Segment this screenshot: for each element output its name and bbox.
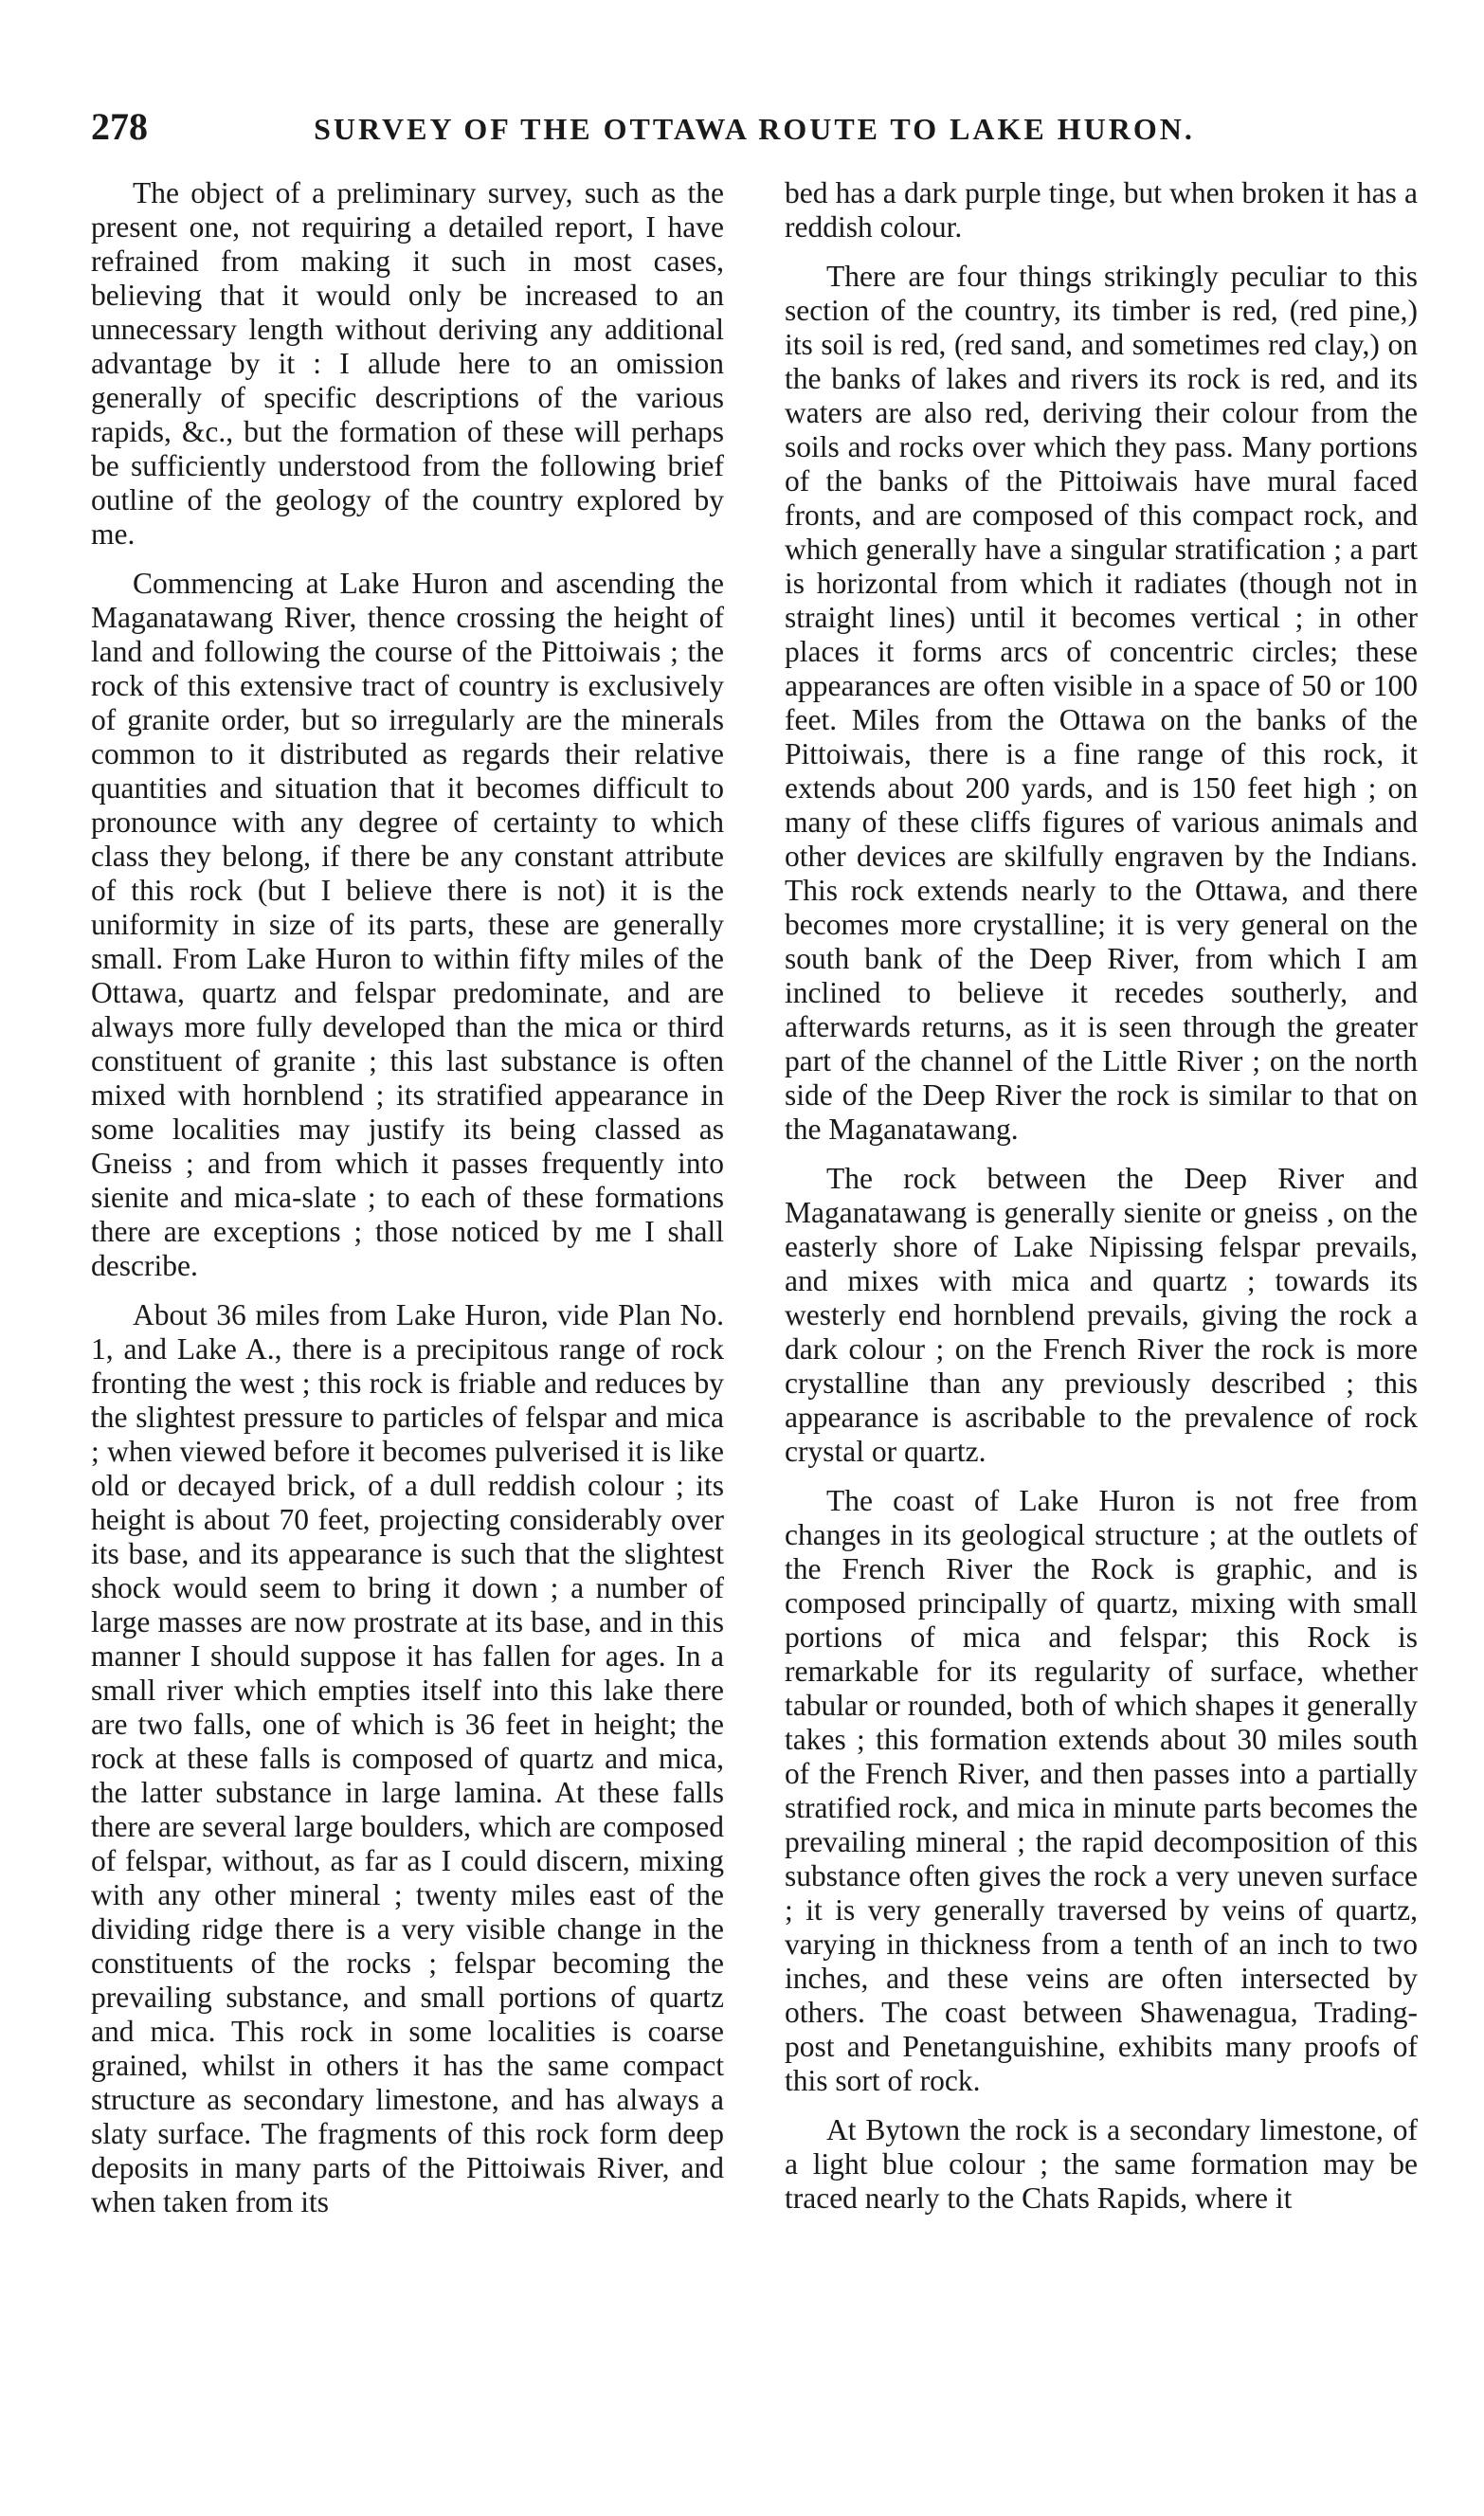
page-header bbox=[91, 104, 1418, 161]
paragraph: The coast of Lake Huron is not free from changes in its geological structure ; at the outlets of the French River the Rock is graphic, and is composed principally of quartz, mixing with small portions of mica and felspar; this Rock is remarkable for its regularity of surface, whether tabular or rounded, both of which shapes it generally takes ; this formation extends about 30 miles south of the French River, and then passes into a partially stratified rock, and mica in minute parts becomes the prevailing mineral ; the rapid decomposition of this substance often gives the rock a very uneven surface ; it is very generally traversed by veins of quartz, varying in thickness from a tenth of an inch to two inches, and these veins are often intersected by others. The coast between Shawenagua, Trading-post and Penetanguishine, exhibits many proofs of this sort of rock. bbox=[785, 1484, 1418, 2097]
paragraph: At Bytown the rock is a secondary limestone, of a light blue colour ; the same formation may be traced nearly to the Chats Rapids, where it bbox=[785, 2113, 1418, 2215]
running-title: SURVEY OF THE OTTAWA ROUTE TO LAKE HURON. bbox=[314, 112, 1195, 146]
right-column bbox=[785, 176, 1418, 2235]
paragraph: There are four things strikingly peculiar to this section of the country, its timber is red, (red pine,) its soil is red, (red sand, and sometimes red clay,) on the banks of lakes and rivers its rock is red, and its waters are also red, deriving their colour from the soils and rocks over which they pass. Many portions of the banks of the Pittoiwais have mural faced fronts, and are composed of this compact rock, and which generally have a singular stratification ; a part is horizontal from which it radiates (though not in straight lines) until it becomes vertical ; in other places it forms arcs of concentric circles; these appearances are often visible in a space of 50 or 100 feet. Miles from the Ottawa on the banks of the Pittoiwais, there is a fine range of this rock, it extends about 200 yards, and is 150 feet high ; on many of these cliffs figures of various animals and other devices are skilfully engraven by the Indians. This rock extends nearly to the Ottawa, and there becomes more crystalline; it is very general on the south bank of the Deep River, from which I am inclined to believe it recedes southerly, and afterwards returns, as it is seen through the greater part of the channel of the Little River ; on the north side of the Deep River the rock is similar to that on the Maganatawang. bbox=[785, 260, 1418, 1146]
paragraph-continued: bed has a dark purple tinge, but when broken it has a reddish colour. bbox=[785, 176, 1418, 244]
page bbox=[91, 104, 1418, 2454]
paragraph: The rock between the Deep River and Maganatawang is generally sienite or gneiss , on the easterly shore of Lake Nipissing felspar prevails, and mixes with mica and quartz ; towards its westerly end hornblend prevails, giving the rock a dark colour ; on the French River the rock is more crystalline than any previously described ; this appearance is ascribable to the prevalence of rock crystal or quartz. bbox=[785, 1162, 1418, 1468]
paragraph: About 36 miles from Lake Huron, vide Plan No. 1, and Lake A., there is a precipitous range of rock fronting the west ; this rock is friable and reduces by the slightest pressure to particles of felspar and mica ; when viewed before it becomes pulverised it is like old or decayed brick, of a dull reddish colour ; its height is about 70 feet, projecting considerably over its base, and its appearance is such that the slightest shock would seem to bring it down ; a number of large masses are now prostrate at its base, and in this manner I should suppose it has fallen for ages. In a small river which empties itself into this lake there are two falls, one of which is 36 feet in height; the rock at these falls is composed of quartz and mica, the latter substance in large lamina. At these falls there are several large boulders, which are composed of felspar, without, as far as I could discern, mixing with any other mineral ; twenty miles east of the dividing ridge there is a very visible change in the constituents of the rocks ; felspar becoming the prevailing substance, and small portions of quartz and mica. This rock in some localities is coarse grained, whilst in others it has the same compact structure as secondary limestone, and has always a slaty surface. The fragments of this rock form deep deposits in many parts of the Pittoiwais River, and when taken from its bbox=[91, 1298, 724, 2218]
text-columns bbox=[91, 176, 1418, 2235]
paragraph: Commencing at Lake Huron and ascending the Maganatawang River, thence crossing the height of land and following the course of the Pittoiwais ; the rock of this extensive tract of country is exclusively of granite order, but so irregularly are the minerals common to it distributed as regards their relative quantities and situation that it becomes difficult to pronounce with any degree of certainty to which class they belong, if there be any constant attribute of this rock (but I believe there is not) it is the uniformity in size of its parts, these are generally small. From Lake Huron to within fifty miles of the Ottawa, quartz and felspar predominate, and are always more fully developed than the mica or third constituent of granite ; this last substance is often mixed with hornblend ; its stratified appearance in some localities may justify its being classed as Gneiss ; and from which it passes frequently into sienite and mica-slate ; to each of these formations there are exceptions ; those noticed by me I shall describe. bbox=[91, 567, 724, 1282]
left-column bbox=[91, 176, 724, 2235]
paragraph: The object of a preliminary survey, such as the present one, not requiring a detailed report, I have refrained from making it such in most cases, believing that it would only be increased to an unnecessary length without deriving any additional advantage by it : I allude here to an omission generally of specific descriptions of the various rapids, &c., but the formation of these will perhaps be sufficiently understood from the following brief outline of the geology of the country explored by me. bbox=[91, 176, 724, 551]
page-number: 278 bbox=[91, 105, 148, 148]
